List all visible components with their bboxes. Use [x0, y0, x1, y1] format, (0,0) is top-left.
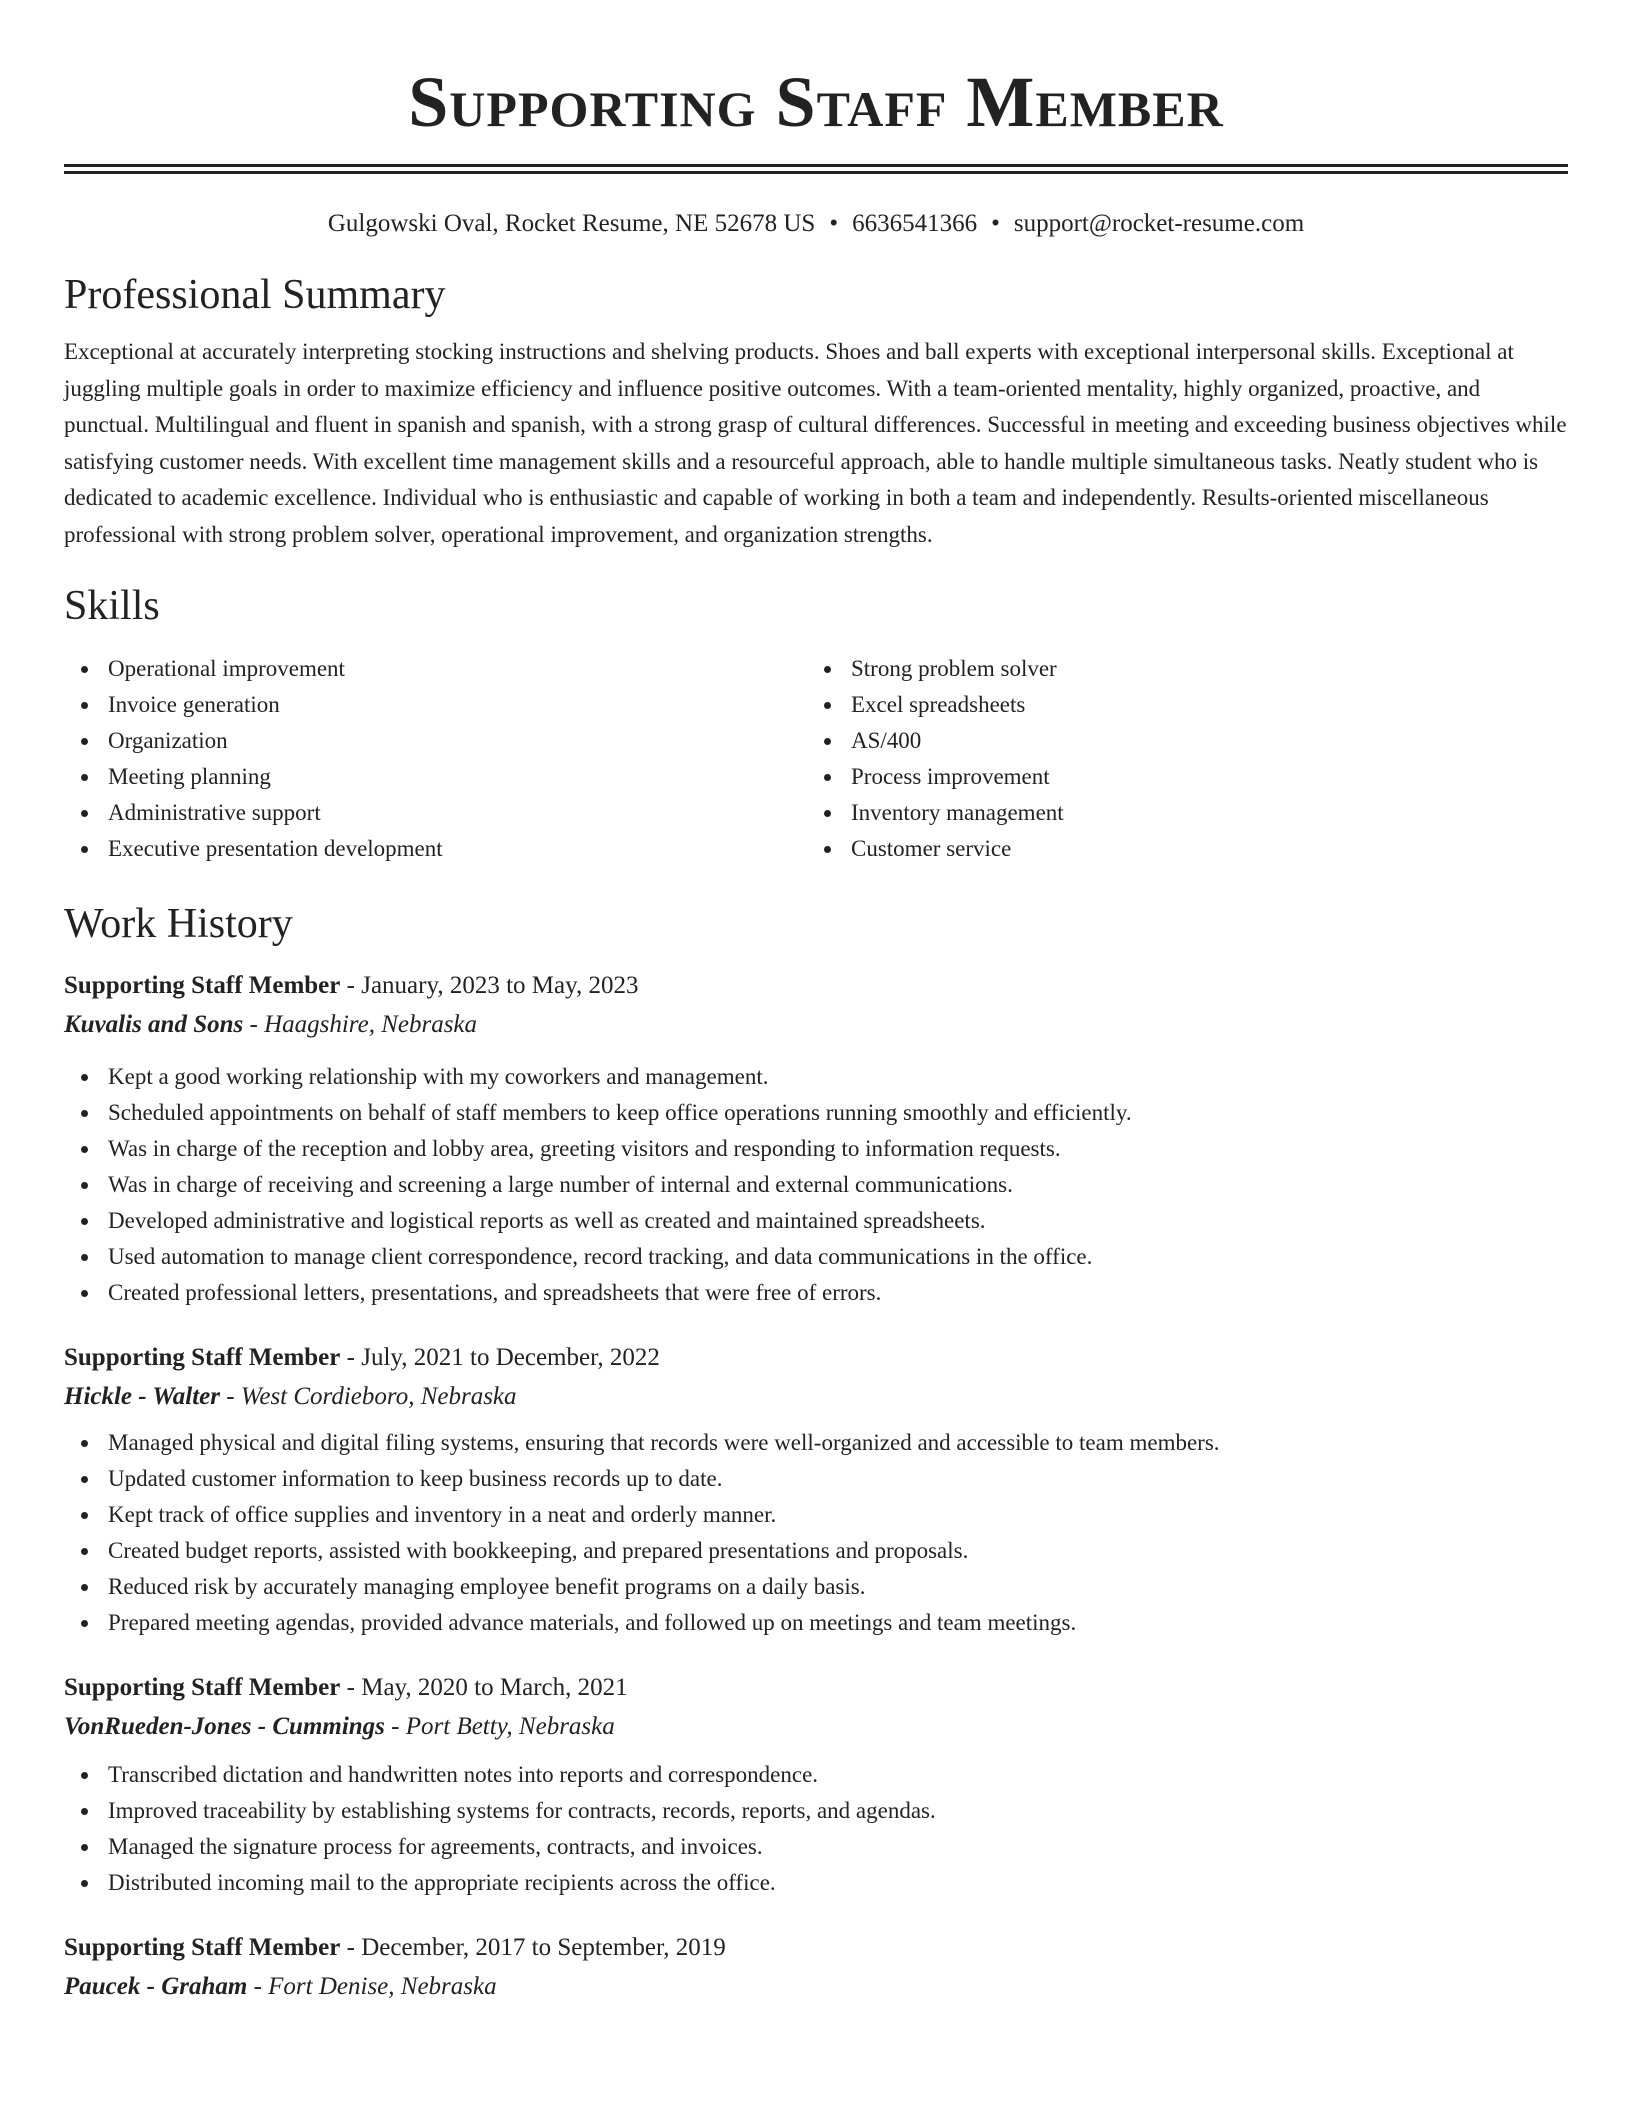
job-bullet: Kept track of office supplies and inventory in a neat and orderly manner.	[64, 1497, 1568, 1533]
skill-item: Invoice generation	[64, 687, 807, 723]
job-company-line	[64, 1377, 1568, 1417]
job-title: Supporting Staff Member	[64, 972, 341, 999]
job-bullet: Was in charge of the reception and lobby area, greeting visitors and responding to information requests.	[64, 1131, 1568, 1167]
header-divider	[64, 164, 1568, 174]
skills-list	[64, 651, 1568, 867]
job-company: Paucek - Graham	[64, 1973, 248, 2000]
contact-separator: •	[991, 210, 1000, 237]
job-dates: - July, 2021 to December, 2022	[340, 1344, 660, 1371]
job-entry	[64, 967, 1568, 1311]
job-title: Supporting Staff Member	[64, 1674, 341, 1701]
job-bullet: Improved traceability by establishing systems for contracts, records, reports, and agendas.	[64, 1793, 1568, 1829]
job-bullets	[64, 1059, 1568, 1311]
contact-address: Gulgowski Oval, Rocket Resume, NE 52678 US	[327, 210, 816, 237]
contact-phone: 6636541366	[852, 210, 978, 237]
job-company: Kuvalis and Sons	[64, 1011, 244, 1038]
job-bullet: Updated customer information to keep business records up to date.	[64, 1461, 1568, 1497]
job-bullet: Managed the signature process for agreements, contracts, and invoices.	[64, 1829, 1568, 1865]
skills-heading: Skills	[64, 583, 160, 629]
job-bullet: Was in charge of receiving and screening a large number of internal and external communications.	[64, 1167, 1568, 1203]
skill-item: AS/400	[807, 723, 1550, 759]
job-entry	[64, 1339, 1568, 1641]
skill-item: Customer service	[807, 831, 1550, 867]
resume-name: Supporting Staff Member	[408, 62, 1224, 142]
job-bullet: Used automation to manage client correspondence, record tracking, and data communications in the office.	[64, 1239, 1568, 1275]
skill-item: Process improvement	[807, 759, 1550, 795]
skill-item: Administrative support	[64, 795, 807, 831]
job-bullet: Developed administrative and logistical reports as well as created and maintained spreadsheets.	[64, 1203, 1568, 1239]
job-entry	[64, 1669, 1568, 1901]
job-bullets	[64, 1425, 1568, 1641]
summary-heading: Professional Summary	[64, 272, 446, 318]
job-bullet: Reduced risk by accurately managing employee benefit programs on a daily basis.	[64, 1569, 1568, 1605]
skills-column-right	[807, 651, 1550, 867]
job-location: - Fort Denise, Nebraska	[247, 1973, 497, 2000]
work-history-heading: Work History	[64, 901, 293, 947]
skill-item: Meeting planning	[64, 759, 807, 795]
contact-separator: •	[829, 210, 839, 237]
job-company: VonRueden-Jones - Cummings	[64, 1713, 385, 1740]
job-title: Supporting Staff Member	[64, 1344, 341, 1371]
job-title-line	[64, 967, 1568, 1005]
skill-item: Strong problem solver	[807, 651, 1550, 687]
job-bullet: Created budget reports, assisted with bookkeeping, and prepared presentations and proposals.	[64, 1533, 1568, 1569]
contact-email: support@rocket-resume.com	[1013, 210, 1305, 237]
job-title-line	[64, 1339, 1568, 1377]
skill-item: Operational improvement	[64, 651, 807, 687]
skill-item: Executive presentation development	[64, 831, 807, 867]
job-bullet: Distributed incoming mail to the appropriate recipients across the office.	[64, 1865, 1568, 1901]
skill-item: Organization	[64, 723, 807, 759]
job-bullet: Created professional letters, presentations, and spreadsheets that were free of errors.	[64, 1275, 1568, 1311]
contact-line	[64, 208, 1568, 240]
job-company-line	[64, 1967, 1568, 2007]
job-company-line	[64, 1707, 1568, 1747]
job-title-line	[64, 1929, 1568, 1967]
job-bullets	[64, 1757, 1568, 1901]
job-location: - Haagshire, Nebraska	[243, 1011, 478, 1038]
job-bullet: Managed physical and digital filing systems, ensuring that records were well-organized and accessible to team members.	[64, 1425, 1568, 1461]
job-title: Supporting Staff Member	[64, 1934, 341, 1961]
job-location: - Port Betty, Nebraska	[384, 1713, 615, 1740]
job-bullet: Transcribed dictation and handwritten notes into reports and correspondence.	[64, 1757, 1568, 1793]
job-title-line	[64, 1669, 1568, 1707]
skill-item: Inventory management	[807, 795, 1550, 831]
skills-column-left	[64, 651, 807, 867]
job-bullet: Scheduled appointments on behalf of staff members to keep office operations running smoothly and efficiently.	[64, 1095, 1568, 1131]
skill-item: Excel spreadsheets	[807, 687, 1550, 723]
job-bullet: Prepared meeting agendas, provided advance materials, and followed up on meetings and team meetings.	[64, 1605, 1568, 1641]
job-company-line	[64, 1005, 1568, 1045]
summary-text: Exceptional at accurately interpreting stocking instructions and shelving products. Shoes and ball experts with exceptional interpersonal skills. Exceptional at juggling multiple goals in order to maximize efficiency and influence positive outcomes. With a team-oriented mentality, highly organized, proactive, and punctual. Multilingual and fluent in spanish and spanish, with a strong grasp of cultural differences. Successful in meeting and exceeding business objectives while satisfying customer needs. With excellent time management skills and a resourceful approach, able to handle multiple simultaneous tasks. Neatly student who is dedicated to academic excellence. Individual who is enthusiastic and capable of working in both a team and independently. Results-oriented miscellaneous professional with strong problem solver, operational improvement, and organization strengths.	[64, 339, 1567, 547]
job-dates: - January, 2023 to May, 2023	[340, 972, 639, 999]
job-entry	[64, 1929, 1568, 2007]
job-dates: - May, 2020 to March, 2021	[340, 1674, 628, 1701]
job-bullet: Kept a good working relationship with my coworkers and management.	[64, 1059, 1568, 1095]
job-company: Hickle - Walter	[64, 1383, 220, 1410]
job-dates: - December, 2017 to September, 2019	[340, 1934, 726, 1961]
job-location: - West Cordieboro, Nebraska	[220, 1383, 517, 1410]
